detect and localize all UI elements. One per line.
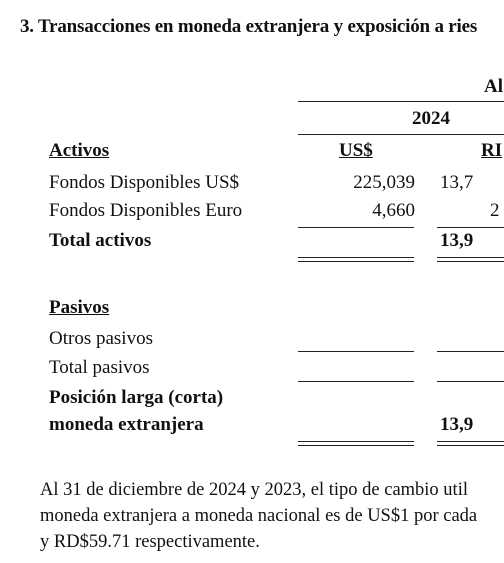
posicion-rd: 13,9: [440, 414, 474, 435]
total-activos-rd: 13,9: [440, 230, 474, 251]
otros-pasivos-rule-usd: [298, 351, 414, 352]
total-pasivos-label: Total pasivos: [49, 357, 150, 378]
subtotal-rule-rd: [437, 227, 504, 228]
col-rd-header: RI: [481, 140, 503, 161]
otros-pasivos-rule-rd: [437, 351, 504, 352]
subtotal-rule-usd: [298, 227, 414, 228]
total-pasivos-rule-usd: [298, 381, 414, 382]
posicion-label-line2: moneda extranjera: [49, 414, 204, 435]
row-label-fondos-euro: Fondos Disponibles Euro: [49, 200, 243, 221]
row-rd-fondos-euro: 2: [490, 200, 500, 221]
otros-pasivos-label: Otros pasivos: [49, 328, 153, 349]
paragraph-line-1: Al 31 de diciembre de 2024 y 2023, el tipo de cambio util: [40, 480, 468, 500]
posicion-label-line1: Posición larga (corta): [49, 387, 224, 408]
header-rule: [298, 101, 504, 102]
posicion-double-rule-usd: [298, 441, 414, 446]
posicion-double-rule-rd: [437, 441, 504, 446]
activos-heading: Activos: [49, 140, 110, 161]
col-usd-header: US$: [339, 140, 373, 161]
pasivos-heading: Pasivos: [49, 297, 110, 318]
header-date: Al: [484, 76, 503, 97]
total-double-rule-usd: [298, 257, 414, 262]
paragraph-line-2: moneda extranjera a moneda nacional es de US$1 por cada: [40, 506, 478, 526]
row-label-fondos-usd: Fondos Disponibles US$: [49, 172, 240, 193]
total-activos-label: Total activos: [49, 230, 152, 251]
total-double-rule-rd: [437, 257, 504, 262]
row-usd-fondos-usd: 225,039: [353, 172, 415, 193]
total-pasivos-rule-rd: [437, 381, 504, 382]
year-rule: [298, 134, 504, 135]
row-rd-fondos-usd: 13,7: [440, 172, 474, 193]
paragraph-line-3: y RD$59.71 respectivamente.: [40, 532, 260, 552]
section-title: 3. Transacciones en moneda extranjera y exposición a ries: [20, 16, 478, 37]
row-usd-fondos-euro: 4,660: [372, 200, 415, 221]
header-year: 2024: [412, 108, 450, 129]
